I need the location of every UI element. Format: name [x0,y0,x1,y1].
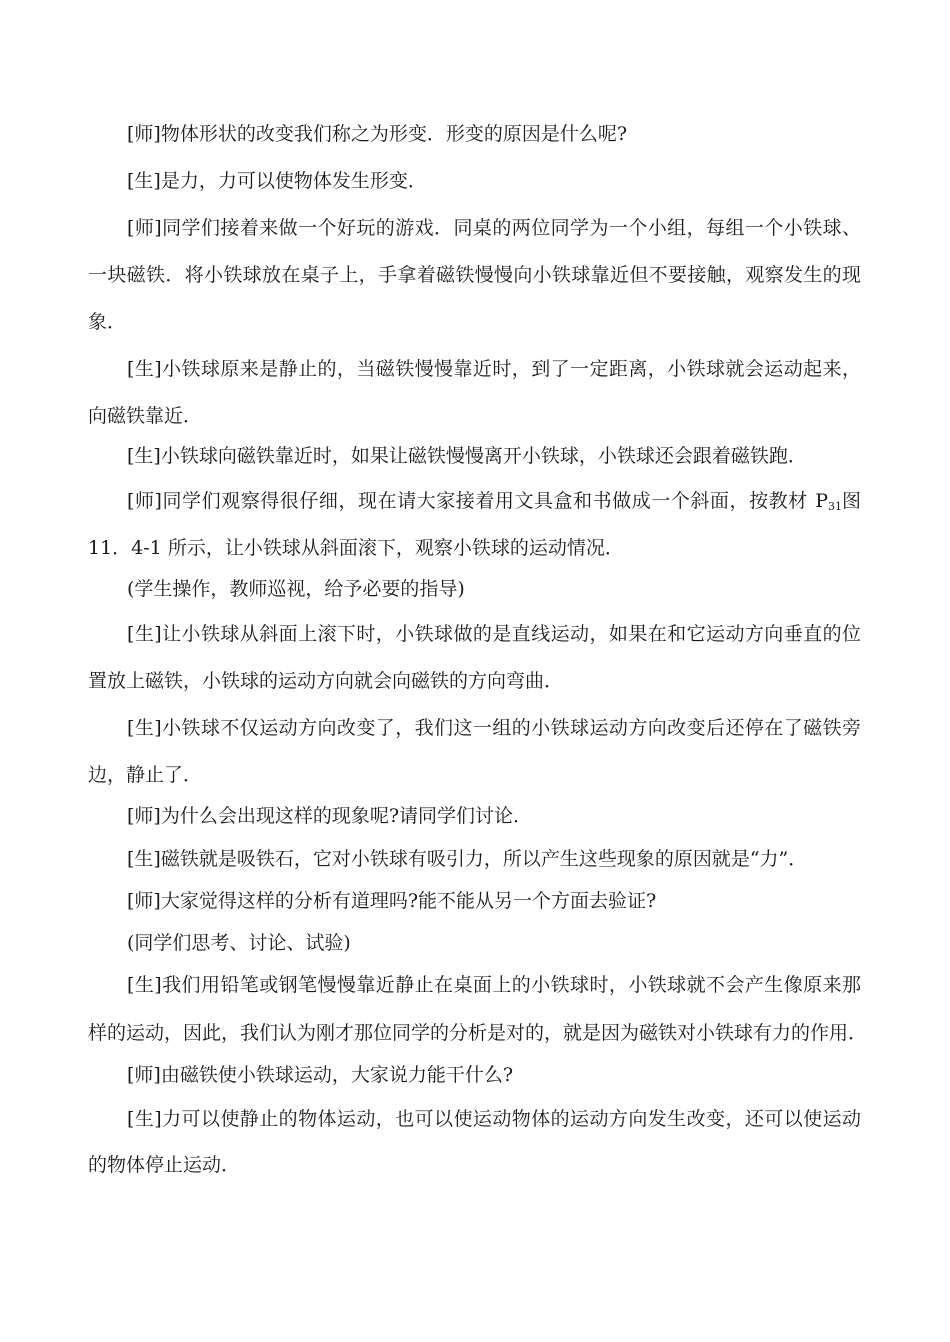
paragraph-line: [生]小铁球不仅运动方向改变了，我们这一组的小铁球运动方向改变后还停在了磁铁旁 [127,717,861,739]
paragraph-line: 置放上磁铁，小铁球的运动方向就会向磁铁的方向弯曲． [88,670,564,692]
paragraph-text: [师]同学们观察得很仔细，现在请大家接着用文具盒和书做成一个斜面，按教材 [127,490,808,512]
paragraph-line: [生]力可以使静止的物体运动，也可以使运动物体的运动方向发生改变，还可以使运动 [127,1108,861,1130]
paragraph-line: 的物体停止运动． [88,1154,241,1176]
paragraph-line: [师]同学们接着来做一个好玩的游戏．同桌的两位同学为一个小组，每组一个小铁球、 [127,217,861,239]
reference-page-letter: P [815,490,828,512]
paragraph-line: [生]我们用铅笔或钢笔慢慢靠近静止在桌面上的小铁球时，小铁球就不会产生像原来那 [127,974,861,996]
paragraph-line: [生]小铁球原来是静止的，当磁铁慢慢靠近时，到了一定距离，小铁球就会运动起来， [127,358,861,380]
paragraph-line: [师]由磁铁使小铁球运动，大家说力能干什么? [127,1064,514,1086]
figure-reference [815,489,861,513]
reference-page-number: 31 [827,500,842,513]
paragraph-line: 11．4-1 所示，让小铁球从斜面滚下，观察小铁球的运动情况． [88,537,624,559]
reference-figure-word: 图 [841,490,861,512]
paragraph-line: [生]是力，力可以使物体发生形变． [127,170,427,192]
paragraph-line: [师]大家觉得这样的分析有道理吗?能不能从另一个方面去验证? [127,890,657,912]
paragraph-line: [师]物体形状的改变我们称之为形变．形变的原因是什么呢? [127,123,628,145]
paragraph-line: [生]磁铁就是吸铁石，它对小铁球有吸引力，所以产生这些现象的原因就是“力”． [127,848,808,870]
paragraph-line: [生]让小铁球从斜面上滚下时，小铁球做的是直线运动，如果在和它运动方向垂直的位 [127,623,861,645]
paragraph-line: [师]为什么会出现这样的现象呢?请同学们讨论． [127,805,533,827]
paragraph-line: [生]小铁球向磁铁靠近时，如果让磁铁慢慢离开小铁球，小铁球还会跟着磁铁跑． [127,445,807,467]
paragraph-line: (同学们思考、讨论、试验) [127,932,351,954]
paragraph-line: (学生操作，教师巡视，给予必要的指导) [127,578,465,600]
paragraph-line: 向磁铁靠近． [88,405,203,427]
paragraph-line-with-reference [127,489,861,513]
paragraph-line: 样的运动，因此，我们认为刚才那位同学的分析是对的，就是因为磁铁对小铁球有力的作用． [88,1022,868,1044]
paragraph-line: 边，静止了． [88,764,203,786]
paragraph-line: 一块磁铁．将小铁球放在桌子上，手拿着磁铁慢慢向小铁球靠近但不要接触，观察发生的现 [88,264,861,286]
paragraph-line: 象． [88,311,127,333]
